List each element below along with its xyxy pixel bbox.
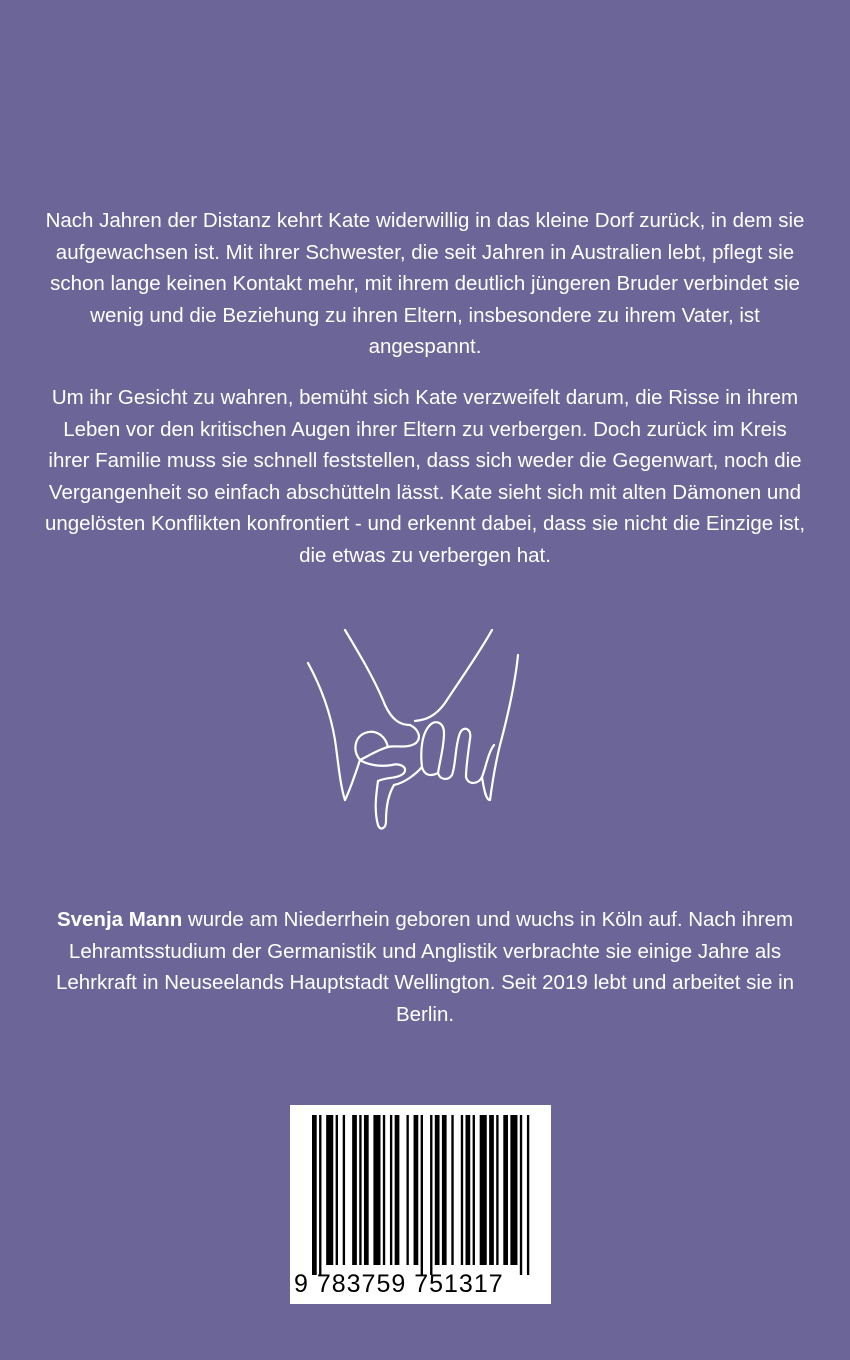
barcode-bar xyxy=(510,1115,517,1265)
barcode-bar xyxy=(430,1115,432,1275)
barcode-bar xyxy=(480,1115,487,1265)
barcode-bar xyxy=(473,1115,475,1265)
barcode-bar xyxy=(520,1115,522,1275)
author-bio-text: wurde am Niederrhein geboren und wuchs in Köln auf. Nach ihrem Lehramtsstudium der Germanistik und Anglistik verbrachte sie einige Jahre als Lehrkraft in Neuseelands Hauptstadt Wellington. Seit 2019 lebt und arbeitet sie in Berlin. xyxy=(55,908,795,1026)
barcode-bar xyxy=(319,1115,321,1275)
isbn-number: 9 783759 751317 xyxy=(294,1270,504,1298)
holding-hands-icon xyxy=(300,625,530,835)
barcode-bar xyxy=(421,1115,423,1275)
barcode-bar xyxy=(503,1115,508,1265)
barcode-bar xyxy=(414,1115,419,1265)
barcode-bar xyxy=(359,1115,361,1265)
barcode-bar xyxy=(489,1115,494,1265)
barcode-bar xyxy=(343,1115,345,1265)
barcode-bar xyxy=(312,1115,317,1275)
barcode-bar xyxy=(336,1115,338,1265)
barcode-bar xyxy=(527,1115,529,1275)
barcode-bar xyxy=(326,1115,333,1265)
isbn-barcode xyxy=(290,1105,551,1304)
author-bio xyxy=(40,904,810,1030)
barcode-bar xyxy=(451,1115,453,1265)
barcode-bars xyxy=(312,1115,534,1275)
barcode-bar xyxy=(383,1115,385,1265)
barcode-bar xyxy=(461,1115,463,1265)
barcode-bar xyxy=(395,1115,400,1265)
author-name: Svenja Mann xyxy=(56,908,183,931)
barcode-bar xyxy=(406,1115,408,1265)
blurb-paragraph-2: Um ihr Gesicht zu wahren, bemüht sich Kate verzweifelt darum, die Risse in ihrem Leben vor den kritischen Augen ihrer Eltern zu verbergen. Doch zurück im Kreis ihrer Familie muss sie schnell feststellen, dass sich weder die Gegenwart, noch die Vergangenheit so einfach abschütteln lässt. Kate sieht sich mit alten Dämonen und ungelösten Konflikten konfrontiert - und erkennt dabei, dass sie nicht die Einzige ist, die etwas zu verbergen hat. xyxy=(44,386,806,567)
barcode-bar xyxy=(352,1115,357,1265)
blurb-paragraph-1: Nach Jahren der Distanz kehrt Kate widerwillig in das kleine Dorf zurück, in dem sie aufgewachsen ist. Mit ihrer Schwester, die seit Jahren in Australien lebt, pflegt sie schon lange keinen Kontakt mehr, mit ihrem deutlich jüngeren Bruder verbindet sie wenig und die Beziehung zu ihren Eltern, insbesondere zu ihrem Vater, ist angespannt. xyxy=(45,209,805,358)
barcode-bar xyxy=(364,1115,369,1265)
barcode-bar xyxy=(442,1115,447,1265)
barcode-bar xyxy=(390,1115,392,1265)
barcode-bar xyxy=(435,1115,440,1265)
barcode-bar xyxy=(373,1115,380,1265)
barcode-bar xyxy=(496,1115,498,1265)
barcode-bar xyxy=(466,1115,471,1265)
